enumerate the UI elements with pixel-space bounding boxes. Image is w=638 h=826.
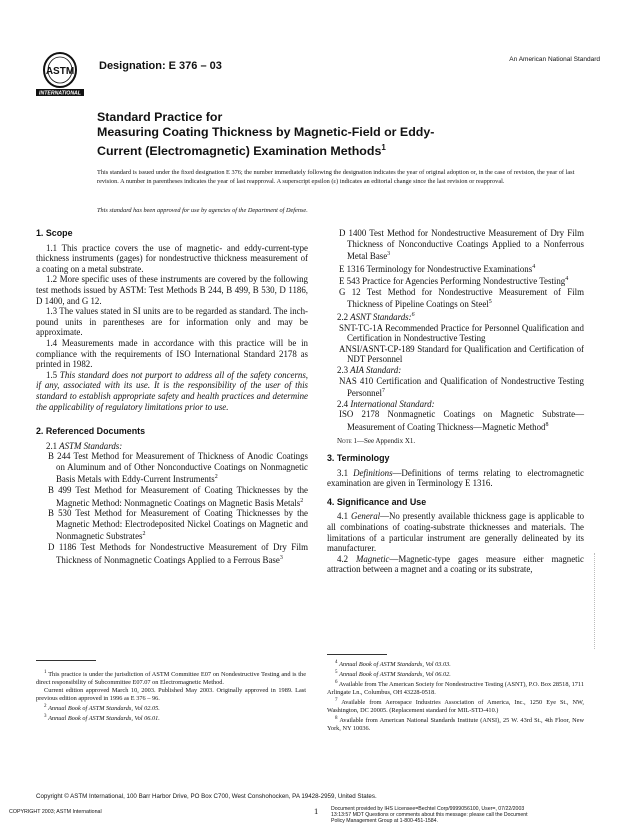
ref-e1316-fn: 4 bbox=[532, 263, 536, 270]
footnotes-right bbox=[327, 659, 584, 733]
ref-b499-fn: 2 bbox=[300, 497, 304, 504]
license-stamp bbox=[331, 806, 561, 825]
right-column bbox=[327, 228, 584, 575]
fn1-mark: 1 bbox=[44, 670, 47, 675]
scope-heading: 1. Scope bbox=[36, 228, 73, 238]
para-1-2: 1.2 More specific uses of these instruments are covered by the following test methods issued by ASTM: Test Methods B 244, B 499, B 530, D 1186, D 1400, and G 12. bbox=[36, 274, 308, 306]
ref-d1186 bbox=[44, 542, 308, 565]
title-line-2: Measuring Coating Thickness by Magnetic-Field or Eddy- bbox=[97, 125, 435, 139]
ref-e543-text: E 543 Practice for Agencies Performing Nondestructive Testing bbox=[339, 276, 566, 287]
logo-subtext: INTERNATIONAL bbox=[39, 90, 81, 97]
astm-label: ASTM Standards: bbox=[59, 440, 123, 451]
ref-b244-fn: 2 bbox=[214, 474, 218, 481]
fn1-text: This practice is under the jurisdiction of ASTM Committee E07 on Nondestructive Testing and is the direct responsibility of Subcommittee E07.07 on Electromagnetic Method. bbox=[36, 671, 306, 687]
title-line-3-text: Current (Electromagnetic) Examination Methods bbox=[97, 144, 382, 159]
footnote-1-b: Current edition approved March 10, 2003. Published May 2003. Originally approved in 1989. Last previous edition approved in 1996 as E 376 – 96. bbox=[36, 687, 306, 703]
para-3-1 bbox=[327, 468, 584, 489]
ref-e1316 bbox=[335, 262, 584, 275]
asnt-fn: 6 bbox=[411, 312, 415, 319]
para-1-5-text: This standard does not purport to address all of the safety concerns, if any, associated with its use. It is the responsibility of the user of this standard to establish appropriate safety and health practices and determine the applicability of regulatory limitations prior to use. bbox=[36, 369, 309, 412]
para-3-1-text: —Definitions of terms relating to electromagnetic examination are given in Terminology E 1316. bbox=[327, 467, 584, 489]
fn3-mark: 3 bbox=[44, 714, 47, 720]
international-standard-label bbox=[327, 399, 584, 410]
ref-b244 bbox=[44, 451, 308, 485]
license-line-1: Document provided by IHS Licensee=Bechtel Corp/9999056100, User=, 07/22/2003 bbox=[331, 806, 525, 812]
ref-d1400-fn: 3 bbox=[387, 251, 391, 258]
aia-standard-label bbox=[327, 365, 584, 376]
license-line-2: 13:13:57 MDT Questions or comments about this message: please call the Document bbox=[331, 812, 528, 819]
footnote-7 bbox=[327, 697, 584, 715]
ref-ansi-asnt: ANSI/ASNT-CP-189 Standard for Qualification and Certification of NDT Personnel bbox=[339, 343, 584, 365]
significance-heading: 4. Significance and Use bbox=[327, 496, 427, 507]
ref-b499 bbox=[44, 485, 308, 508]
para-4-1 bbox=[327, 511, 584, 553]
referenced-documents-heading: 2. Referenced Documents bbox=[36, 426, 146, 437]
ref-d1400 bbox=[335, 228, 584, 262]
page-number: 1 bbox=[314, 806, 319, 816]
copyright-stamp: COPYRIGHT 2003; ASTM International bbox=[9, 809, 102, 815]
note-1-label: Note 1 bbox=[337, 437, 358, 446]
ref-b530-fn: 2 bbox=[142, 531, 146, 538]
fn8-text: Available from American National Standards Institute (ANSI), 25 W. 43rd St., 4th Floor, New York, NY 10036. bbox=[327, 717, 584, 733]
fn6-mark: 6 bbox=[335, 680, 338, 686]
footnote-1 bbox=[36, 669, 306, 687]
fn5-text: Annual Book of ASTM Standards, Vol 06.02. bbox=[339, 671, 451, 679]
ref-iso2178 bbox=[335, 409, 584, 432]
fn4-text: Annual Book of ASTM Standards, Vol 03.03. bbox=[339, 661, 451, 669]
para-4-1-num: 4.1 bbox=[337, 511, 349, 522]
ref-e543 bbox=[335, 274, 584, 287]
para-4-2-text: —Magnetic-type gages measure either magnetic attraction between a magnet and a coating or its substrate, bbox=[327, 553, 584, 575]
para-4-2-num: 4.2 bbox=[337, 553, 349, 564]
para-4-1-text: —No presently available thickness gage is applicable to all combinations of coating-substrate thicknesses and materials. The limitations of a particular instrument are generally delineated by its manufacturer. bbox=[327, 511, 585, 554]
license-line-3: Policy Management Group at 1-800-451-1584. bbox=[331, 818, 438, 825]
ref-snt-tc-1a: SNT-TC-1A Recommended Practice for Personnel Qualification and Certification in Nondestructive Testing bbox=[339, 322, 584, 344]
fn5-mark: 5 bbox=[335, 670, 338, 676]
standard-type: An American National Standard bbox=[509, 56, 600, 63]
fn2-mark: 2 bbox=[44, 704, 47, 710]
ref-e543-fn: 4 bbox=[565, 276, 569, 283]
para-4-1-term: General bbox=[351, 511, 381, 522]
astm-standards-label bbox=[36, 441, 308, 452]
footnotes-left bbox=[36, 669, 306, 723]
asnt-label: ASNT Standards: bbox=[350, 312, 412, 322]
footnote-8 bbox=[327, 715, 584, 733]
ref-d1400-text: D 1400 Test Method for Nondestructive Measurement of Dry Film Thickness of Nonconductive Coatings Applied to a Nonferrous Metal Base bbox=[339, 228, 584, 262]
title-footnote-mark: 1 bbox=[381, 143, 386, 152]
para-1-5-num: 1.5 bbox=[46, 369, 58, 380]
footnote-6 bbox=[327, 679, 584, 697]
ref-g12-text: G 12 Test Method for Nondestructive Measurement of Film Thickness of Pipeline Coatings on Steel bbox=[339, 286, 584, 310]
footnote-2 bbox=[36, 703, 306, 713]
fn8-mark: 8 bbox=[335, 716, 338, 722]
document-title bbox=[97, 110, 567, 159]
fn6-text: Available from The American Society for Nondestructive Testing (ASNT), P.O. Box 28518, 1711 Arlingate Ln., Columbus, OH 43228-0518. bbox=[327, 681, 584, 697]
footnote-4 bbox=[327, 659, 584, 669]
ref-iso2178-fn: 8 bbox=[545, 421, 549, 428]
ref-b499-text: B 499 Test Method for Measurement of Coating Thicknesses by the Magnetic Method: Nonmagnetic Coatings on Magnetic Basis Metals bbox=[48, 485, 308, 508]
fn4-mark: 4 bbox=[335, 660, 338, 665]
para-1-5 bbox=[36, 370, 308, 412]
ref-b530 bbox=[44, 508, 308, 542]
footnote-3 bbox=[36, 713, 306, 723]
fn3-text: Annual Book of ASTM Standards, Vol 06.01. bbox=[48, 715, 160, 723]
para-4-2-term: Magnetic bbox=[355, 553, 390, 564]
astm-num: 2.1 bbox=[46, 440, 58, 451]
para-3-1-num: 3.1 bbox=[337, 467, 349, 478]
note-1-text: —See Appendix X1. bbox=[357, 437, 416, 446]
ref-nas410-fn: 7 bbox=[382, 388, 386, 395]
left-column bbox=[36, 228, 308, 565]
issue-note: This standard is issued under the fixed designation E 376; the number immediately following the designation indicates the year of original adoption or, in the case of revision, the year of last revision. A number in parentheses indicates the year of last reapproval. A superscript epsilon (ε) indicates an editorial change since the last revision or reapproval. bbox=[97, 169, 575, 185]
para-3-1-term: Definitions bbox=[353, 467, 393, 478]
title-line-1: Standard Practice for bbox=[97, 110, 223, 124]
para-4-2 bbox=[327, 554, 584, 575]
aia-num: 2.3 bbox=[337, 364, 349, 375]
terminology-heading: 3. Terminology bbox=[327, 453, 390, 464]
ref-iso2178-text: ISO 2178 Nonmagnetic Coatings on Magnetic Substrate—Measurement of Coating Thickness—Magnetic Method bbox=[339, 409, 584, 432]
intl-label: International Standard: bbox=[350, 398, 435, 409]
margin-dots bbox=[594, 553, 596, 649]
ref-g12-fn: 5 bbox=[488, 299, 492, 306]
copyright-line: Copyright © ASTM International, 100 Barr Harbor Drive, PO Box C700, West Conshohocken, PA 19428-2959, United States. bbox=[36, 793, 377, 800]
footnote-rule-left bbox=[36, 660, 96, 661]
ref-b530-text: B 530 Test Method for Measurement of Coating Thicknesses by the Magnetic Method: Electrodeposited Nickel Coatings on Magnetic and Nonmagnetic Substrates bbox=[48, 508, 308, 542]
ref-d1186-text: D 1186 Test Methods for Nondestructive Measurement of Dry Film Thickness of Nonmagnetic Coatings Applied to a Ferrous Base bbox=[48, 541, 308, 565]
footnote-5 bbox=[327, 669, 584, 679]
approval-note: This standard has been approved for use by agencies of the Department of Defense. bbox=[97, 207, 308, 214]
asnt-standards-label bbox=[327, 310, 584, 323]
para-1-4: 1.4 Measurements made in accordance with this practice will be in compliance with the requirements of ISO International Standard 2178 as printed in 1982. bbox=[36, 337, 308, 370]
fn7-text: Available from Aerospace Industries Association of America, Inc., 1250 Eye St., NW, Washington, DC 20005. (Replacement standard for MIL-STD-410.) bbox=[327, 699, 584, 715]
aia-label: AIA Standard: bbox=[350, 364, 402, 375]
fn7-mark: 7 bbox=[335, 698, 338, 704]
ref-nas410 bbox=[335, 376, 584, 399]
ref-b244-text: B 244 Test Method for Measurement of Thickness of Anodic Coatings on Aluminum and of Other Nonconductive Coatings on Nonmagnetic Basis Metals with Eddy-Current Instruments bbox=[48, 451, 308, 485]
para-1-1: 1.1 This practice covers the use of magnetic- and eddy-current-type thickness instruments (gages) for nondestructive thickness measurement of a coating on a metal substrate. bbox=[36, 242, 308, 274]
logo-text: ASTM bbox=[45, 66, 75, 77]
footnote-rule-right bbox=[327, 654, 387, 655]
ref-e1316-text: E 1316 Terminology for Nondestructive Examinations bbox=[339, 263, 533, 274]
note-1 bbox=[337, 436, 584, 447]
asnt-num: 2.2 bbox=[337, 312, 349, 322]
para-1-3: 1.3 The values stated in SI units are to be regarded as standard. The inch-pound units in parentheses are for information only and may be approximate. bbox=[36, 306, 308, 338]
ref-d1186-fn: 3 bbox=[279, 554, 283, 561]
title-line-3 bbox=[97, 140, 567, 159]
intl-num: 2.4 bbox=[337, 398, 349, 409]
astm-logo bbox=[34, 51, 86, 97]
fn2-text: Annual Book of ASTM Standards, Vol 02.05. bbox=[48, 705, 160, 713]
ref-nas410-text: NAS 410 Certification and Qualification of Nondestructive Testing Personnel bbox=[339, 375, 584, 399]
designation: Designation: E 376 – 03 bbox=[99, 60, 222, 72]
ref-g12 bbox=[335, 287, 584, 310]
